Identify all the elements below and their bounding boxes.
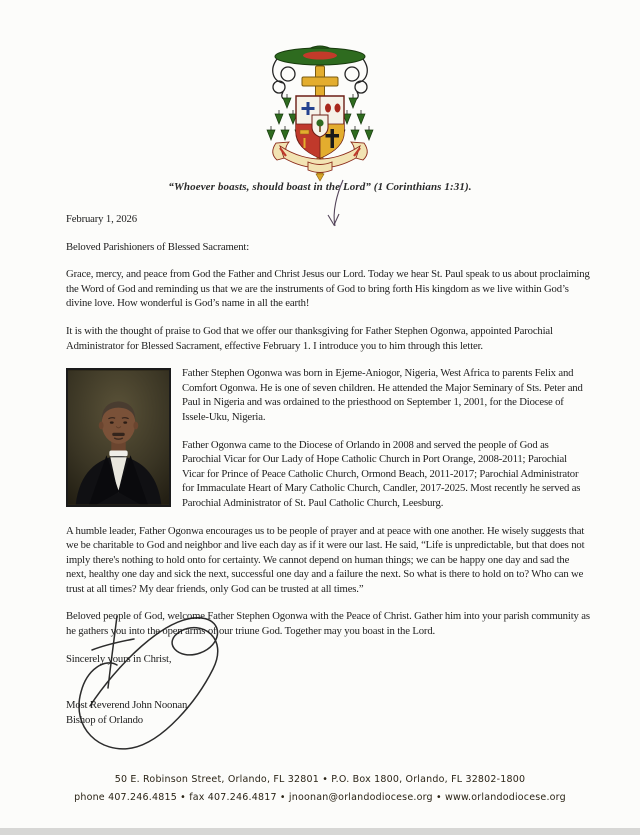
closing-line: Sincerely yours in Christ, [66, 652, 172, 665]
paragraph-welcome: Beloved people of God, welcome Father Stephen Ogonwa with the Peace of Christ. Gather him into your parish community as he gathers you into the open arms of our triune God. Together may you boast in the Lord. [66, 610, 590, 638]
letterhead-footer [0, 771, 640, 806]
paragraph-bio-assignments: Father Ogonwa came to the Diocese of Orlando in 2008 and served the people of God as Parochial Vicar for Our Lady of Hope Catholic Church in Port Orange, 2008-2011; Parochial Vicar for Prince of Peace Catholic Church, Ormond Beach, 2011-2017; Parochial Administrator for Immaculate Heart of Mary Catholic Church, Candler, 2017-2025. Most recently he served as Parochial Administrator of St. Paul Catholic Church, Leesburg. [182, 438, 581, 509]
letter-body [66, 212, 590, 727]
salutation: Beloved Parishioners of Blessed Sacrament: [66, 240, 250, 253]
letter-date: February 1, 2026 [66, 213, 137, 225]
paragraph-humble-leader: A humble leader, Father Ogonwa encourages us to be people of prayer and at peace with one another. He wisely suggests that we be charitable to God and neighbor and live each day as if it were our last. He said, “Life is unpredictable, but that does not imply there's nothing to hold onto for certainty. We cannot depend on human things; we can be happy one day and sad the next, healthy one day and sick the next, successful one day and a failure the next. So what is there to hold on to? Who can we trust at all times? My dear friends, only God can be trusted at all times.” [66, 524, 585, 595]
footer-address: 50 E. Robinson Street, Orlando, FL 32801 • P.O. Box 1800, Orlando, FL 32802-1800 [114, 774, 526, 785]
scan-edge-shadow [0, 828, 640, 835]
biography-section [66, 366, 590, 523]
priest-portrait-photo [66, 368, 171, 507]
episcopal-coat-of-arms-icon [250, 40, 390, 182]
signer-title: Bishop of Orlando [66, 713, 144, 726]
paragraph-grace: Grace, mercy, and peace from God the Father and Christ Jesus our Lord. Today we hear St. Paul speak to us about proclaiming the Word of God and reminding us that we are the instruments of God to bring forth His kingdom as we live within God’s divine love. How wonderful is God’s name in all the earth! [66, 268, 590, 310]
scripture-quote: “Whoever boasts, should boast in the Lord” (1 Corinthians 1:31). [168, 181, 472, 193]
footer-contact: phone 407.246.4815 • fax 407.246.4817 • jnoonan@orlandodiocese.org • www.orlandodiocese.org [74, 791, 566, 803]
signature-block [66, 698, 590, 727]
signer-name: Most Reverend John Noonan [66, 699, 188, 712]
paragraph-appointment: It is with the thought of praise to God that we offer our thanksgiving for Father Stephen Ogonwa, appointed Parochial Administrator for Blessed Sacrament, effective February 1. I introduce you to him through this letter. [66, 324, 553, 352]
paragraph-bio-early-life: Father Stephen Ogonwa was born in Ejeme-Aniogor, Nigeria, West Africa to parents Felix and Comfort Ogonwa. He is one of seven children. He attended the Major Seminary of Sts. Peter and Paul in Nigeria and was ordained to the priesthood on September 1, 2001, for the Diocese of Issele-Uku, Nigeria. [182, 367, 583, 423]
